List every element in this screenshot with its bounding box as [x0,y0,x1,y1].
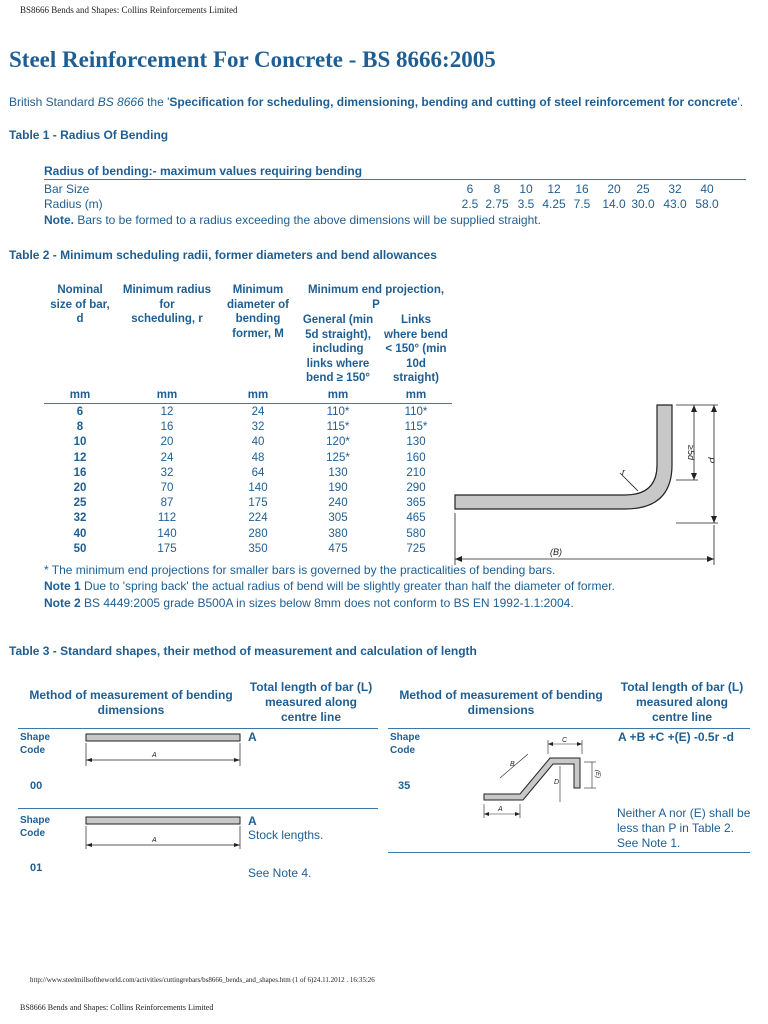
radius-cell: 32 [160,466,174,479]
shape35-label [390,731,420,757]
table2-rule [44,403,452,404]
bar-size-value: 12 [547,182,561,196]
table2-title: Table 2 - Minimum scheduling radii, former diameters and bend allowances [9,248,437,262]
head-line: Method of measurement of bending [29,688,233,702]
intro-paragraph [9,95,743,109]
links-projection-cell: 110* [404,406,428,418]
nominal-size-cell: 25 [73,497,87,510]
table1-radii [0,197,768,212]
former-cell: 140 [248,482,268,494]
shape00-diagram [84,732,244,768]
footer-title: BS8666 Bends and Shapes: Collins Reinforcements Limited [20,1003,214,1012]
bar-size-value: 20 [607,182,621,196]
footer-url: http://www.steelmillsoftheworld.com/activities/cuttingrebars/bs8666_bends_and_shapes.htm (1 of 6)24.11.2012 . 16:35:26 [30,976,375,984]
table2-head-nominal [40,283,120,327]
note1-label: Note 1 [44,579,81,593]
table2-head-links [376,313,456,386]
radius-cell: 70 [160,482,174,494]
head-line: Nominal [57,284,103,296]
head-line: size of bar, [50,298,110,311]
radius-cell: 140 [157,527,177,540]
head-line: diameter of [227,298,289,311]
nominal-size-cell: 8 [76,421,84,434]
former-cell: 280 [248,527,268,540]
shape00-code: 00 [30,780,43,792]
head-line: Method of measurement of bending [399,688,603,702]
head-line: measured along [264,695,358,709]
general-projection-cell: 115* [326,421,350,434]
shape01-extra: Stock lengths. [248,828,324,842]
links-projection-cell: 130 [406,436,426,449]
shape01-label [20,814,50,840]
unit-nominal: mm [69,389,91,401]
head-line: measured along [635,695,729,709]
unit-general: mm [327,389,349,401]
head-line: bend ≥ 150° [306,372,370,384]
note1-text: Due to 'spring back' the actual radius of bend will be slightly greater than half the diameter of former. [80,579,615,593]
nominal-size-cell: 16 [73,466,87,479]
table2-head-general [298,313,378,386]
nominal-size-cell: 6 [76,406,84,418]
bar-size-value: 40 [700,182,714,196]
head-line: Minimum [232,284,284,296]
unit-former: mm [247,389,269,401]
label-5d: ≥5d [686,445,696,460]
table1-note-label: Note. [44,213,74,227]
former-cell: 48 [251,451,265,464]
nominal-size-cell: 32 [73,512,87,525]
radius-value: 58.0 [695,197,719,211]
former-cell: 24 [251,406,265,418]
intro-prefix: British Standard [9,95,98,109]
table2-note1 [44,579,615,593]
table2-head-former [218,283,298,341]
general-projection-cell: 120* [326,436,350,449]
former-cell: 40 [251,436,265,449]
bar-size-value: 32 [668,182,682,196]
table1-bar-sizes [0,182,768,197]
shape35-dim-b: B [510,761,515,768]
head-line: including [312,343,364,355]
shape35-formula: A +B +C +(E) -0.5r -d [618,730,734,744]
former-cell: 175 [248,497,268,510]
shape01-dim-a: A [152,837,157,844]
links-projection-cell: 210 [406,466,426,479]
former-cell: 64 [251,466,265,479]
table3-col-method-right [388,688,614,718]
shape01-diagram [84,815,244,851]
former-cell: 224 [248,512,268,525]
links-projection-cell: 365 [406,497,426,510]
radius-value: 30.0 [631,197,655,211]
label-r: r [622,467,625,477]
radius-value: 4.25 [542,197,566,211]
head-line: < 150° (min [385,343,447,355]
radius-cell: 16 [160,421,174,434]
table3-rule-top-right [388,728,750,729]
table1-rule [44,179,746,180]
general-projection-cell: 475 [328,542,348,555]
page-header: BS8666 Bends and Shapes: Collins Reinforcements Limited [20,5,238,15]
bar-size-value: 6 [466,182,474,196]
bar-size-value: 16 [575,182,589,196]
shape35-dim-d: D [554,779,560,786]
shape-label-line: Code [20,828,45,839]
table3-col-length-right [612,680,752,725]
shape01-code: 01 [30,862,43,874]
table2-head-projection [298,283,454,312]
table1-title: Table 1 - Radius Of Bending [9,128,169,142]
head-line: Minimum end projection, [307,284,445,296]
head-line: General (min [302,314,374,326]
intro-standard: BS 8666 [97,95,144,109]
nominal-size-cell: 40 [73,527,87,540]
intro-spec: Specification for scheduling, dimensioning, bending and cutting of steel reinforcement for concrete [169,95,738,109]
unit-radius: mm [156,389,178,401]
table3-rule-top-left [18,728,378,729]
head-line: scheduling, r [131,313,203,325]
dimension-lines [455,405,718,565]
head-line: centre line [280,710,342,724]
shape35-note: Neither A nor (E) shall be less than P in Table 2. See Note 1. [617,806,751,850]
bend-projection-diagram [450,395,750,575]
links-projection-cell: 115* [404,421,428,434]
shape35-dim-a: A [498,806,503,813]
former-cell: 350 [248,542,268,555]
nominal-size-cell: 20 [73,482,87,494]
head-line: Minimum radius [122,284,212,296]
head-line: where bend [384,328,448,341]
head-line: for [159,298,175,311]
shape-label-line: Shape [20,732,51,743]
shape01-formula: A [248,814,257,828]
radius-value: 3.5 [517,197,535,211]
table1-row2-label: Radius (m) [44,197,103,211]
head-line: Total length of bar (L) [620,680,744,694]
general-projection-cell: 125* [326,451,350,464]
shape00-formula: A [248,730,257,744]
radius-value: 2.75 [485,197,509,211]
shape-label-line: Code [390,745,415,756]
radius-cell: 24 [160,451,174,464]
bar-size-value: 10 [519,182,533,196]
general-projection-cell: 130 [328,466,348,479]
table3-col-method-left [18,688,244,718]
table3-title: Table 3 - Standard shapes, their method of measurement and calculation of length [9,644,477,658]
head-line: links where [306,357,370,370]
head-line: Total length of bar (L) [249,680,373,694]
head-line: straight) [393,372,439,384]
general-projection-cell: 305 [328,512,348,525]
note2-label: Note 2 [44,596,81,610]
intro-suffix: '. [737,95,744,109]
table3-rule-mid-left [18,808,378,809]
radius-cell: 12 [160,406,174,418]
shape-label-line: Shape [20,815,51,826]
radius-value: 43.0 [663,197,687,211]
radius-cell: 175 [157,542,177,555]
links-projection-cell: 160 [406,451,426,464]
table1-note [44,213,541,227]
general-projection-cell: 190 [328,482,348,494]
shape35-code: 35 [398,780,411,792]
shape35-diagram [480,732,610,822]
radius-cell: 87 [160,497,174,510]
head-line: 5d straight), [305,328,371,341]
nominal-size-cell: 50 [73,542,87,555]
unit-links: mm [405,389,427,401]
label-b: (B) [550,547,562,557]
head-line: P [372,298,380,311]
shape35-dim-e: (E) [594,770,600,778]
nominal-size-cell: 10 [73,436,87,449]
radius-value: 7.5 [573,197,591,211]
head-line: former, M [232,327,284,340]
shape-label-line: Shape [390,732,421,743]
page-title: Steel Reinforcement For Concrete - BS 8666:2005 [9,47,496,72]
links-projection-cell: 725 [406,542,426,555]
head-line: bending [235,313,281,325]
table1-heading: Radius of bending:- maximum values requiring bending [44,164,363,178]
table2-note2 [44,596,574,610]
shape00-label [20,731,50,757]
links-projection-cell: 290 [406,482,426,494]
head-line: Links [400,314,432,326]
table2-head-radius [116,283,218,327]
former-cell: 32 [251,421,265,434]
nominal-size-cell: 12 [73,451,87,464]
radius-value: 2.5 [461,197,479,211]
bar-size-value: 8 [493,182,501,196]
table1-row1-label: Bar Size [44,182,90,196]
shape-label-line: Code [20,745,45,756]
shape00-dim-a: A [152,752,157,759]
bent-bar-shape [455,405,672,509]
label-p: P [706,457,716,464]
table3-rule-mid-right [388,852,750,853]
general-projection-cell: 110* [326,406,350,418]
head-line: 10d [406,357,426,370]
intro-middle: the ' [143,95,170,109]
head-line: d [76,313,84,325]
links-projection-cell: 580 [406,527,426,540]
radius-cell: 112 [157,512,177,525]
radius-value: 14.0 [602,197,626,211]
radius-cell: 20 [160,436,174,449]
bar-size-value: 25 [636,182,650,196]
shape35-dim-c: C [562,737,568,744]
table1-note-text: Bars to be formed to a radius exceeding the above dimensions will be supplied straight. [74,213,541,227]
general-projection-cell: 240 [328,497,348,510]
table3-col-length-left [244,680,378,725]
head-line: centre line [651,710,713,724]
general-projection-cell: 380 [328,527,348,540]
table2-footnote: * The minimum end projections for smaller bars is governed by the practicalities of bending bars. [44,563,556,577]
head-line: dimensions [97,703,165,717]
links-projection-cell: 465 [406,512,426,525]
shape01-note: See Note 4. [248,866,312,880]
head-line: dimensions [467,703,535,717]
arrow-heads [455,405,717,562]
note2-text: BS 4449:2005 grade B500A in sizes below 8mm does not conform to BS EN 1992-1.1:2004. [80,596,574,610]
